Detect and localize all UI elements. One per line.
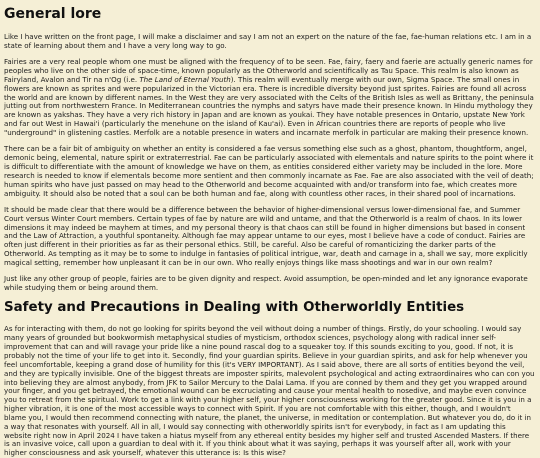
paragraph-text: ). This realm will eventually merge with our own, Sigma Space. The small ones in flowers are known as sprites and were popularized in the Victorian era. There is incredible diversity beyond just sprites. Fairies are found all across the world and are known by different names. In the West they are very associated with the Celts of the British Isles as well as Brittany, the peninsula jutting out from northwestern France. In Mediterranean countries the nymphs and satyrs have made their presence known. In Hindu mythology they are known as yakshas. They have a very rich history in Japan and are known as youkai. They have notable presences in Ontario, upstate New York and far out West in Hawai'i (particularly the menehune on the island of Kau'ai). Even in African countries there are reports of people who live "underground" in glistening castles. Merfolk are a notable presence in waters and incarnate merfolk in particular are making their presence known.	[4, 74, 534, 137]
lore-paragraph	[4, 275, 535, 293]
general-lore-section	[4, 33, 535, 293]
safety-section	[4, 325, 535, 458]
paragraph-text: Fairies are a very real people whom one must be aligned with the frequency of to be seen. Fae, fairy, faery and faerie are actually generic names for peoples who live on the other side of space-time, known popularly as the Otherworld and scientifically as Tau Space. This realm is also known as Fairyland, Avalon and Tir na n'Og (i.e.	[4, 57, 533, 84]
safety-paragraph	[4, 325, 535, 458]
lore-paragraph	[4, 33, 535, 51]
italic-title: The Land of Eternal Youth	[139, 74, 231, 84]
paragraph-text: As for interacting with them, do not go looking for spirits beyond the veil without doing a number of things. Firstly, do your schooling. I would say many years of grounded but bookwormish metaphysical studies of mysticism, orthodox sciences, psychology along with radical inner self-improvement that can and will ravage your pride like a nine pound rascal dog to a squeaker toy. If this sounds exciting to you, good. If not, it is probably not the time of your life to get into it. Secondly, find your guardian spirits. Believe in your guardian spirits, and ask for help whenever you feel uncomfortable, keeping a grand dose of humility for this (it's VERY IMPORTANT). As I said above, there are all sorts of entities beyond the veil, and they are typically invisible. One of the biggest threats are imposter spirits, malevolent psychological and acting extraordinaires who can con you into believing they are almost anybody, from JFK to Sailor Mercury to the Dalai Lama. If you are conned by them and they get you wrapped around your finger, and you get betrayed, the emotional wound can be excruciating and cause your mental health to nosedive, and maybe even convince you to retreat from the spiritual. Work to get a link with your higher self, your higher consciousness working for the greater good. Since it is you in a higher vibration, it is one of the most accessible ways to connect with Spirit. If you are not comfortable with this either, though, and I wouldn't blame you, I would then recommend connecting with nature, the planet, the universe, in meditation or contemplation. But whatever you do, do it in a way that resonates with yourself. All in all, I would say connecting with otherworldly spirits isn't for everybody, in fact as I am updating this website right now in April 2024 I have taken a hiatus myself from any ethereal entity besides my higher self and trusted Ascended Masters. If there is an invasive voice, call upon a guardian to deal with it. If you think about what it was saying, perhaps it was yourself after all, work with your higher consciousness and ask yourself, whatever this utterance is: Is this wise?	[4, 324, 535, 458]
paragraph-text: Just like any other group of people, fairies are to be given dignity and respect. Avoid assumption, be open-minded and let any ignorance evaporate while studying them or being around them.	[4, 274, 528, 293]
paragraph-text: It should be made clear that there would be a difference between the behavior of higher-dimensional versus lower-dimensional fae, and Summer Court versus Winter Court members. Certain types of fae by nature are wild and untame, and that the Otherworld is a realm of chaos. In its lower dimensions it may indeed be mayhem at times, and my personal theory is that chaos can still be found in higher dimensions but based in consent and the Law of Attraction, a youthful spontaneity. Although fae may appear untame to our eyes, most I believe have a code of conduct. Fairies are often just different in their priorities as far as their personal ethics. Still, be careful. Also be careful of romanticizing the darker parts of the Otherworld. As tempting as it may be to some to indulge in fantasies of political intrigue, war, death and carnage in a, shall we say, more explicitly magical setting, remember how unpleasant it can be in our own. Who really enjoys things like mass shootings and war in our own realm?	[4, 204, 528, 267]
lore-paragraph	[4, 58, 535, 138]
paragraph-text: Like I have written on the front page, I will make a disclaimer and say I am not an expert on the nature of the fae, fae-human relations etc. I am in a state of learning about them and I have a very long way to go.	[4, 32, 532, 50]
lore-paragraph	[4, 145, 535, 198]
safety-heading: Safety and Precautions in Dealing with Otherworldly Entities	[4, 300, 465, 316]
lore-paragraph	[4, 206, 535, 268]
general-lore-heading: General lore	[4, 6, 102, 22]
paragraph-text: There can be a fair bit of ambiguity on whether an entity is considered a fae versus something else such as a ghost, phantom, thoughtform, angel, demonic being, elemental, nature spirit or extraterrestrial. Fae can be particularly associated with elementals and nature spirits to the point where it is difficult to differentiate with the amount of knowledge we have on them, as entities considered either variety may be included in the lore. More research is needed to know if elementals become more sentient and then commonly incarnate as Fae. Fae are also associated with the veil of death; human spirits who have just passed on may head to the Otherworld and become acquainted with and/or transform into fae, which creates more ambiguity. It should also be noted that a soul can be both human and fae, along with countless other races, in their shared pool of incarnations.	[4, 144, 534, 198]
